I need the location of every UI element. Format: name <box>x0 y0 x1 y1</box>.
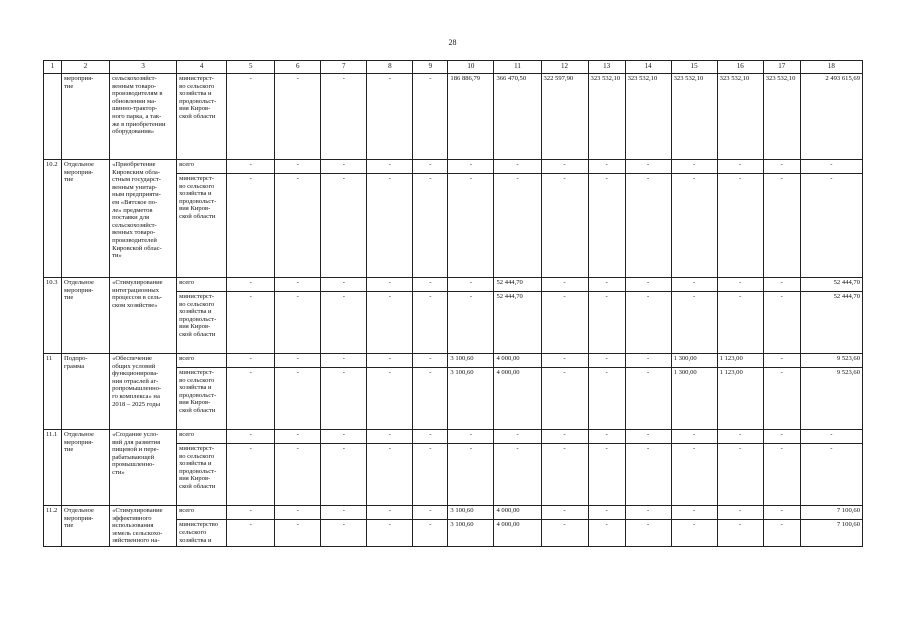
value-cell: - <box>541 444 588 506</box>
funding-source: министерст- во сельского хозяйства и продовольст- вия Киров- ской области <box>177 74 227 160</box>
value-cell: - <box>588 278 625 292</box>
value-cell: - <box>625 160 671 174</box>
value-cell: 2 493 615,69 <box>800 74 862 160</box>
value-cell: - <box>321 160 367 174</box>
value-cell: - <box>541 278 588 292</box>
header-cell: 10 <box>448 61 494 74</box>
value-cell: - <box>800 174 862 278</box>
value-cell: - <box>413 368 448 430</box>
value-cell: - <box>227 354 275 368</box>
item-type: мероприя- тие <box>62 74 110 160</box>
value-cell: - <box>275 354 321 368</box>
value-cell: 52 444,70 <box>800 292 862 354</box>
value-cell: 52 444,70 <box>494 278 541 292</box>
value-cell: - <box>448 160 494 174</box>
value-cell: 3 100,60 <box>448 354 494 368</box>
value-cell: - <box>321 74 367 160</box>
header-cell: 5 <box>227 61 275 74</box>
value-cell: 3 100,60 <box>448 368 494 430</box>
header-cell: 15 <box>671 61 717 74</box>
item-name: «Стимулирование интеграционных процессов в сель- ском хозяйстве» <box>110 278 177 354</box>
value-cell: - <box>625 520 671 547</box>
value-cell: - <box>227 160 275 174</box>
value-cell: - <box>625 506 671 520</box>
item-type: Подпро- грамма <box>62 354 110 430</box>
value-cell: - <box>588 354 625 368</box>
value-cell: - <box>448 292 494 354</box>
value-cell: - <box>275 368 321 430</box>
value-cell: - <box>717 506 763 520</box>
value-cell: - <box>448 278 494 292</box>
table-row <box>44 430 863 444</box>
value-cell: - <box>227 74 275 160</box>
value-cell: - <box>413 74 448 160</box>
value-cell: - <box>227 520 275 547</box>
value-cell: - <box>367 292 413 354</box>
table-row <box>44 354 863 368</box>
value-cell: - <box>227 278 275 292</box>
value-cell: - <box>588 444 625 506</box>
value-cell: - <box>227 368 275 430</box>
value-cell: 323 532,10 <box>671 74 717 160</box>
header-cell: 1 <box>44 61 62 74</box>
table-body <box>44 61 863 547</box>
table-row <box>44 506 863 520</box>
value-cell: - <box>588 292 625 354</box>
value-cell: - <box>625 354 671 368</box>
value-cell: - <box>717 444 763 506</box>
value-cell: - <box>717 174 763 278</box>
value-cell: - <box>541 520 588 547</box>
value-cell: - <box>321 444 367 506</box>
item-name: «Стимулирование эффективного использования земель сельскохо- зяйственного на- <box>110 506 177 547</box>
item-number: 11.2 <box>44 506 62 547</box>
value-cell: - <box>275 292 321 354</box>
value-cell: - <box>625 444 671 506</box>
value-cell: - <box>541 292 588 354</box>
header-cell: 12 <box>541 61 588 74</box>
header-cell: 17 <box>763 61 800 74</box>
value-cell: - <box>413 430 448 444</box>
header-cell: 13 <box>588 61 625 74</box>
value-cell: - <box>367 278 413 292</box>
value-cell: - <box>321 520 367 547</box>
value-cell: - <box>321 430 367 444</box>
value-cell: - <box>367 368 413 430</box>
value-cell: - <box>671 430 717 444</box>
value-cell: - <box>717 520 763 547</box>
value-cell: 7 100,60 <box>800 520 862 547</box>
value-cell: - <box>494 160 541 174</box>
value-cell: - <box>275 278 321 292</box>
value-cell: - <box>671 292 717 354</box>
value-cell: - <box>800 160 862 174</box>
value-cell: - <box>625 430 671 444</box>
funding-source: всего <box>177 506 227 520</box>
item-name: «Создание усло- вий для развития пищевой и пере- рабатывающей промышленно- сти» <box>110 430 177 506</box>
value-cell: 323 532,10 <box>625 74 671 160</box>
value-cell: 52 444,70 <box>800 278 862 292</box>
value-cell: - <box>541 506 588 520</box>
value-cell: 3 100,60 <box>448 520 494 547</box>
funding-source: всего <box>177 430 227 444</box>
value-cell: - <box>275 506 321 520</box>
value-cell: 9 523,60 <box>800 354 862 368</box>
value-cell: 1 300,00 <box>671 368 717 430</box>
value-cell: - <box>763 354 800 368</box>
value-cell: - <box>541 174 588 278</box>
value-cell: - <box>625 174 671 278</box>
value-cell: - <box>763 160 800 174</box>
value-cell: - <box>588 520 625 547</box>
value-cell: - <box>227 292 275 354</box>
funding-source: министерст- во сельского хозяйства и продовольст- вия Киров- ской области <box>177 444 227 506</box>
value-cell: - <box>275 430 321 444</box>
item-number: 10.2 <box>44 160 62 278</box>
value-cell: - <box>448 174 494 278</box>
value-cell: - <box>367 160 413 174</box>
funding-source: всего <box>177 278 227 292</box>
value-cell: - <box>321 174 367 278</box>
value-cell: - <box>321 506 367 520</box>
value-cell: - <box>671 444 717 506</box>
value-cell: - <box>588 368 625 430</box>
funding-source: всего <box>177 354 227 368</box>
value-cell: - <box>413 174 448 278</box>
table-row <box>44 160 863 174</box>
value-cell: - <box>763 430 800 444</box>
value-cell: - <box>671 520 717 547</box>
value-cell: - <box>671 160 717 174</box>
header-cell: 6 <box>275 61 321 74</box>
value-cell: - <box>541 354 588 368</box>
header-cell: 7 <box>321 61 367 74</box>
value-cell: - <box>275 444 321 506</box>
value-cell: 9 523,60 <box>800 368 862 430</box>
value-cell: - <box>494 430 541 444</box>
value-cell: 366 470,50 <box>494 74 541 160</box>
funding-source: министерст- во сельского хозяйства и продовольст- вия Киров- ской области <box>177 292 227 354</box>
value-cell: - <box>367 74 413 160</box>
value-cell: - <box>367 506 413 520</box>
value-cell: - <box>763 368 800 430</box>
funding-source: всего <box>177 160 227 174</box>
budget-table <box>43 60 863 547</box>
value-cell: - <box>588 506 625 520</box>
value-cell: 7 100,60 <box>800 506 862 520</box>
value-cell: - <box>321 292 367 354</box>
value-cell: - <box>763 506 800 520</box>
value-cell: - <box>448 444 494 506</box>
value-cell: - <box>275 174 321 278</box>
value-cell: - <box>763 520 800 547</box>
value-cell: - <box>800 430 862 444</box>
item-number: 10.3 <box>44 278 62 354</box>
value-cell: - <box>588 430 625 444</box>
item-name: сельскохозяйст- венным товаро- производителям в обновлении ма- шинно-трактор- ного парка, а так- же в приобретении оборудования» <box>110 74 177 160</box>
value-cell: - <box>671 506 717 520</box>
value-cell: - <box>625 292 671 354</box>
value-cell: 3 100,60 <box>448 506 494 520</box>
value-cell: - <box>367 520 413 547</box>
value-cell: - <box>671 174 717 278</box>
value-cell: - <box>763 278 800 292</box>
value-cell: 323 532,10 <box>763 74 800 160</box>
value-cell: - <box>275 74 321 160</box>
header-row <box>44 61 863 74</box>
item-number <box>44 74 62 160</box>
value-cell: - <box>717 292 763 354</box>
value-cell: - <box>413 160 448 174</box>
value-cell: - <box>413 520 448 547</box>
header-cell: 11 <box>494 61 541 74</box>
value-cell: - <box>413 506 448 520</box>
header-cell: 8 <box>367 61 413 74</box>
value-cell: 1 123,00 <box>717 368 763 430</box>
value-cell: - <box>800 444 862 506</box>
value-cell: - <box>367 174 413 278</box>
item-number: 11.1 <box>44 430 62 506</box>
item-number: 11 <box>44 354 62 430</box>
value-cell: 4 000,00 <box>494 354 541 368</box>
value-cell: - <box>717 160 763 174</box>
value-cell: - <box>763 444 800 506</box>
item-type: Отдельное мероприя- тие <box>62 278 110 354</box>
value-cell: - <box>367 430 413 444</box>
value-cell: 323 532,10 <box>588 74 625 160</box>
value-cell: - <box>227 430 275 444</box>
value-cell: - <box>671 278 717 292</box>
value-cell: - <box>227 174 275 278</box>
item-type: Отдельное мероприя- тие <box>62 430 110 506</box>
value-cell: 4 000,00 <box>494 520 541 547</box>
value-cell: - <box>494 174 541 278</box>
value-cell: - <box>625 368 671 430</box>
value-cell: 186 886,79 <box>448 74 494 160</box>
value-cell: 1 123,00 <box>717 354 763 368</box>
value-cell: - <box>367 444 413 506</box>
value-cell: - <box>413 292 448 354</box>
value-cell: - <box>541 160 588 174</box>
value-cell: - <box>541 368 588 430</box>
value-cell: - <box>763 174 800 278</box>
value-cell: 323 532,10 <box>717 74 763 160</box>
item-name: «Обеспечение общих условий функционирова- ния отраслей аг- ропромышленно- го комплекса» на 2018 – 2025 годы <box>110 354 177 430</box>
value-cell: - <box>275 520 321 547</box>
value-cell: - <box>448 430 494 444</box>
header-cell: 4 <box>177 61 227 74</box>
value-cell: - <box>413 354 448 368</box>
value-cell: - <box>588 160 625 174</box>
value-cell: - <box>588 174 625 278</box>
page-number: 28 <box>448 38 457 47</box>
header-cell: 9 <box>413 61 448 74</box>
value-cell: - <box>321 278 367 292</box>
value-cell: 322 597,90 <box>541 74 588 160</box>
value-cell: 4 000,00 <box>494 506 541 520</box>
value-cell: - <box>321 368 367 430</box>
funding-source: министерст- во сельского хозяйства и продовольст- вия Киров- ской области <box>177 174 227 278</box>
value-cell: - <box>541 430 588 444</box>
header-cell: 14 <box>625 61 671 74</box>
value-cell: - <box>625 278 671 292</box>
value-cell: 1 300,00 <box>671 354 717 368</box>
table-row <box>44 278 863 292</box>
header-cell: 16 <box>717 61 763 74</box>
value-cell: - <box>227 444 275 506</box>
funding-source: министерство сельского хозяйства и <box>177 520 227 547</box>
value-cell: - <box>321 354 367 368</box>
funding-source: министерст- во сельского хозяйства и продовольст- вия Киров- ской области <box>177 368 227 430</box>
value-cell: 4 000,00 <box>494 368 541 430</box>
value-cell: 52 444,70 <box>494 292 541 354</box>
item-name: «Приобретение Кировским обла- стным государст- венным унитар- ным предприяти- ем «Вятское по- ле» предметов поставки для сельскохозяйст- венных товаро- производителей Кировской облас- ти» <box>110 160 177 278</box>
header-cell: 2 <box>62 61 110 74</box>
value-cell: - <box>413 444 448 506</box>
value-cell: - <box>763 292 800 354</box>
item-type: Отдельное мероприя- тие <box>62 506 110 547</box>
table-row <box>44 74 863 160</box>
value-cell: - <box>717 278 763 292</box>
value-cell: - <box>413 278 448 292</box>
value-cell: - <box>717 430 763 444</box>
header-cell: 18 <box>800 61 862 74</box>
value-cell: - <box>367 354 413 368</box>
value-cell: - <box>494 444 541 506</box>
item-type: Отдельное мероприя- тие <box>62 160 110 278</box>
value-cell: - <box>227 506 275 520</box>
value-cell: - <box>275 160 321 174</box>
header-cell: 3 <box>110 61 177 74</box>
